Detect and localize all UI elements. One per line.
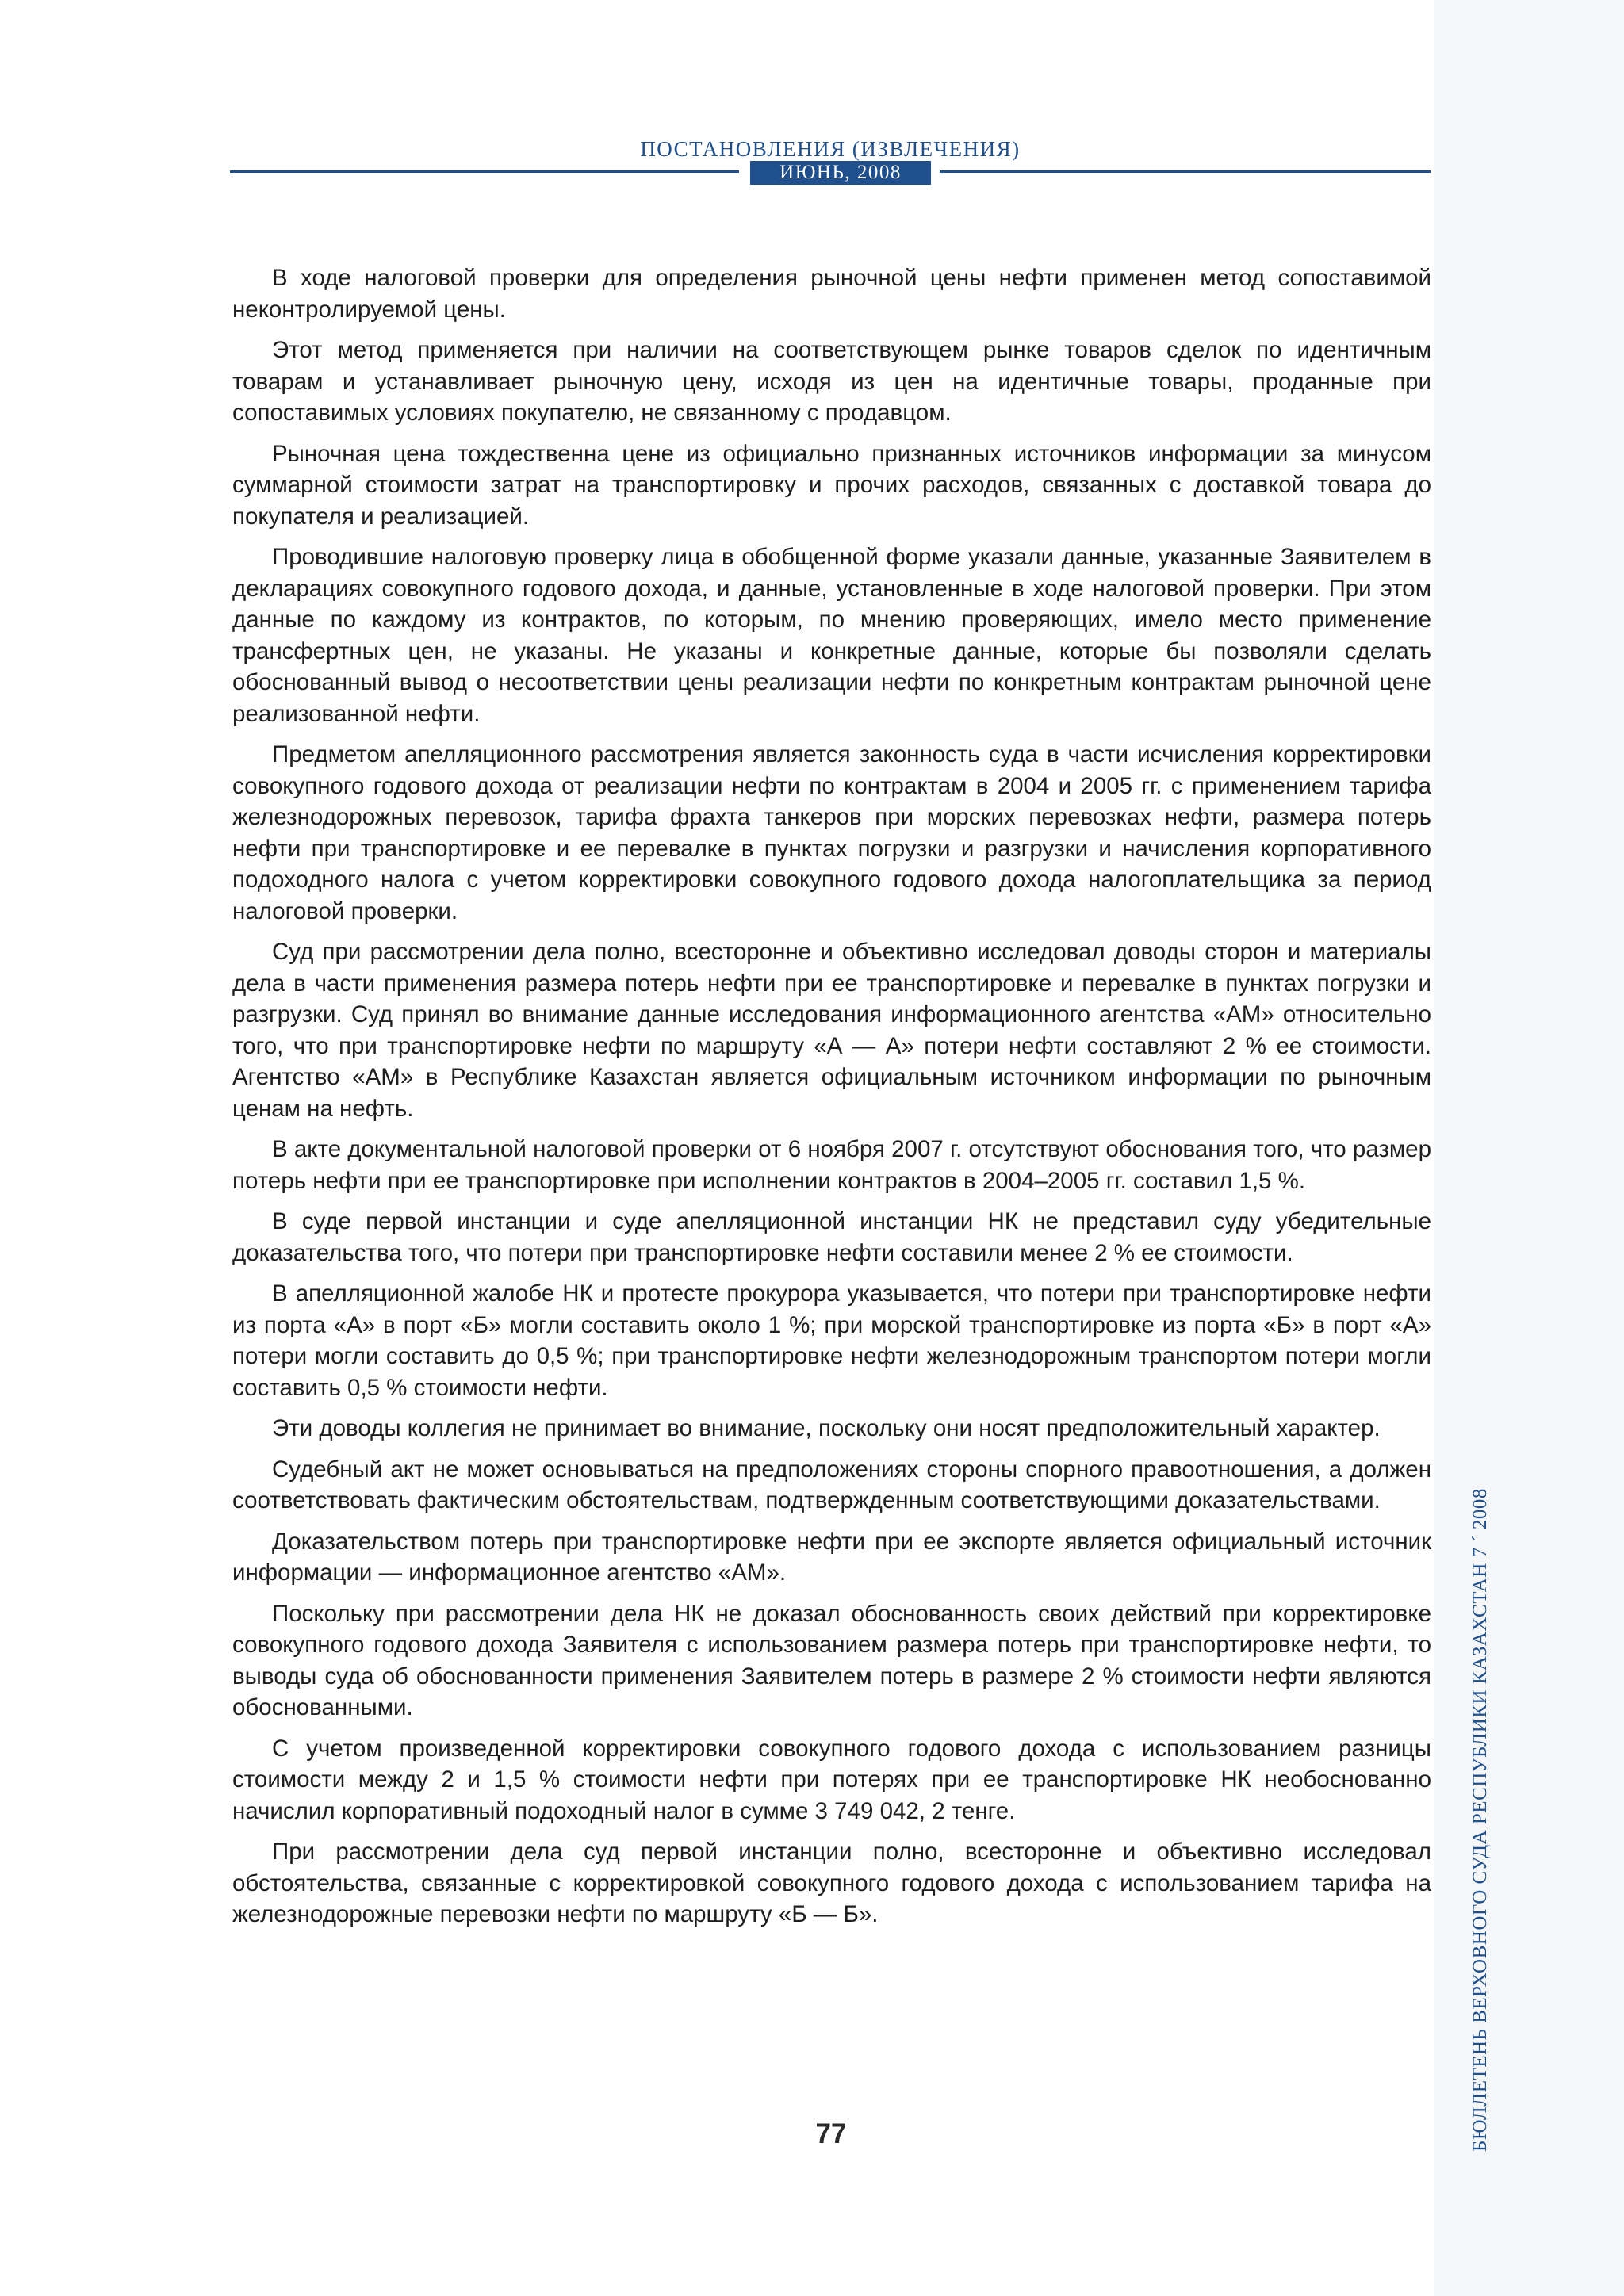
paragraph: Предметом апелляционного рассмотрения является законность суда в части исчисления корректировки совокупного годового дохода от реализации нефти по контрактам в 2004 и 2005 гг. с применением тарифа железнодорожных перевозок, тарифа фрахта танкеров при морских перевозках нефти, размера потерь нефти при транспортировке и ее перевалке в пунктах погрузки и разгрузки и начисления корпоративного подоходного налога с учетом корректировки совокупного годового дохода налогоплательщика за период налоговой проверки. [232,741,1431,924]
paragraph: С учетом произведенной корректировки совокупного годового дохода с использованием разницы стоимости между 2 и 1,5 % стоимости нефти при потерях при ее транспортировке НК необоснованно начислил корпоративный подоходный налог в сумме 3 749 042, 2 тенге. [232,1735,1431,1824]
paragraph: Этот метод применяется при наличии на соответствующем рынке товаров сделок по идентичным товарам и устанавливает рыночную цену, исходя из цен на идентичные товары, проданные при сопоставимых условиях покупателю, не связанному с продавцом. [232,337,1431,426]
issue-date-badge: ИЮНЬ, 2008 [750,161,931,185]
paragraph: В апелляционной жалобе НК и протесте прокурора указывается, что потери при транспортировке нефти из порта «А» в порт «Б» могли составить около 1 %; при морской транспортировке из порта «Б» в порт «А» потери могли составить до 0,5 %; при транспортировке нефти железнодорожным транспортом потери могли составить 0,5 % стоимости нефти. [232,1280,1431,1401]
paragraph: В ходе налоговой проверки для определения рыночной цены нефти применен метод сопоставимой неконтролируемой цены. [232,265,1431,323]
paragraph: Эти доводы коллегия не принимает во внимание, поскольку они носят предположительный характер. [272,1415,1381,1441]
article-body [232,262,1431,1940]
paragraph: Поскольку при рассмотрении дела НК не доказал обоснованность своих действий при корректировке совокупного годового дохода Заявителя с использованием размера потерь при транспортировке нефти, то выводы суда об обоснованности применения Заявителем потерь в размере 2 % стоимости нефти являются обоснованными. [232,1600,1431,1720]
paragraph: Рыночная цена тождественна цене из официально признанных источников информации за минусом суммарной стоимости затрат на транспортировку и прочих расходов, связанных с доставкой товара до покупателя и реализацией. [232,440,1431,530]
paragraph: Судебный акт не может основываться на предположениях стороны спорного правоотношения, а должен соответствовать фактическим обстоятельствам, подтвержденным соответствующими доказательствами. [232,1456,1431,1513]
journal-title-vertical: БЮЛЛЕТЕНЬ ВЕРХОВНОГО СУДА РЕСПУБЛИКИ КАЗАХСТАН 7 ˊ 2008 [1469,1488,1491,2152]
page-number: 77 [815,2118,847,2149]
section-title: ПОСТАНОВЛЕНИЯ (ИЗВЛЕЧЕНИЯ) [640,137,1021,161]
paragraph: Проводившие налоговую проверку лица в обобщенной форме указали данные, указанные Заявителем в декларациях совокупного годового дохода, и данные, установленные в ходе налоговой проверки. При этом данные по каждому из контрактов, по которым, по мнению проверяющих, имело место применение трансфертных цен, не указаны. Не указаны и конкретные данные, которые бы позволяли сделать обоснованный вывод о несоответствии цены реализации нефти по конкретным контрактам рыночной цене реализованной нефти. [232,544,1431,727]
header-rule-right [940,170,1431,173]
margin-strip [1434,0,1624,2296]
running-header [230,136,1431,200]
paragraph: При рассмотрении дела суд первой инстанции полно, всесторонне и объективно исследовал обстоятельства, связанные с корректировкой совокупного годового дохода с использованием тарифа на железнодорожные перевозки нефти по маршруту «Б — Б». [232,1839,1431,1927]
paragraph: В акте документальной налоговой проверки от 6 ноября 2007 г. отсутствуют обоснования того, что размер потерь нефти при ее транспортировке при исполнении контрактов в 2004–2005 гг. составил 1,5 %. [232,1136,1431,1194]
paragraph: Доказательством потерь при транспортировке нефти при ее экспорте является официальный источник информации — информационное агентство «АМ». [232,1528,1431,1586]
header-rule-left [230,170,739,173]
paragraph: Суд при рассмотрении дела полно, всесторонне и объективно исследовал доводы сторон и материалы дела в части применения размера потерь нефти при ее транспортировке и перевалке в пунктах погрузки и разгрузки. Суд принял во внимание данные исследования информационного агентства «АМ» относительно того, что при транспортировке нефти по маршруту «А — А» потери нефти составляют 2 % ее стоимости. Агентство «АМ» в Республике Казахстан является официальным источником информации по рыночным ценам на нефть. [232,939,1431,1122]
paragraph: В суде первой инстанции и суде апелляционной инстанции НК не представил суду убедительные доказательства того, что потери при транспортировке нефти составили менее 2 % ее стоимости. [232,1208,1431,1266]
